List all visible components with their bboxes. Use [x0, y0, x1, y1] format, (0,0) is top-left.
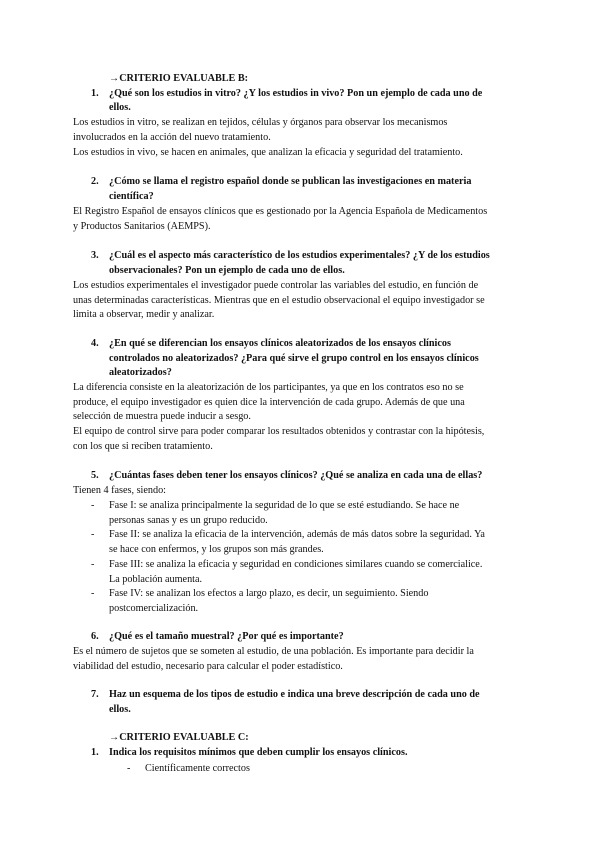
q1-number: 1. — [91, 88, 99, 99]
criterio-b-heading: →CRITERIO EVALUABLE B: — [109, 73, 249, 84]
q4-answer-line: produce, el equipo investigador es quien dice la intervención de cada grupo. Además de que una — [73, 397, 465, 408]
list-dash: - — [91, 529, 95, 540]
q7-number: 7. — [91, 689, 99, 700]
q4-answer-line: selección de muestra puede inducir a sesgo. — [73, 411, 251, 422]
phase-2-item: Fase II: se analiza la eficacia de la intervención, además de más datos sobre la seguridad. Ya — [109, 529, 485, 540]
q3-answer-line: Los estudios experimentales el investigador puede controlar las variables del estudio, en función de — [73, 280, 479, 291]
c-q1-number: 1. — [91, 747, 99, 758]
q7-question-cont: ellos. — [109, 704, 131, 715]
q2-question: ¿Cómo se llama el registro español donde se publican las investigaciones en materia — [109, 176, 472, 187]
q4-answer-line: con los que si reciben tratamiento. — [73, 441, 213, 452]
phase-3-item-cont: La población aumenta. — [109, 574, 203, 585]
phase-4-item-cont: postcomercialización. — [109, 603, 199, 614]
list-dash: - — [127, 763, 131, 774]
q2-number: 2. — [91, 176, 99, 187]
phase-1-item-cont: personas sanas y es un grupo reducido. — [109, 515, 268, 526]
q7-question: Haz un esquema de los tipos de estudio e indica una breve descripción de cada uno de — [109, 689, 480, 700]
q6-answer-line: Es el número de sujetos que se someten al estudio, de una población. Es importante para decidir la — [73, 646, 474, 657]
q4-question-cont: aleatorizados? — [109, 367, 172, 378]
q5-question: ¿Cuántas fases deben tener los ensayos clínicos? ¿Qué se analiza en cada una de ellas? — [109, 470, 483, 481]
q4-question: ¿En qué se diferencian los ensayos clínicos aleatorizados de los ensayos clínicos — [109, 338, 451, 349]
q3-question: ¿Cuál es el aspecto más característico de los estudios experimentales? ¿Y de los estudios — [109, 250, 490, 261]
q4-answer-line: El equipo de control sirve para poder comparar los resultados obtenidos y contrastar con la hipótesis, — [73, 426, 485, 437]
q3-question-cont: observacionales? Pon un ejemplo de cada uno de ellos. — [109, 265, 345, 276]
q5-number: 5. — [91, 470, 99, 481]
list-dash: - — [91, 588, 95, 599]
q1-answer-line: involucrados en la acción del nuevo tratamiento. — [73, 132, 271, 143]
q1-question-cont: ellos. — [109, 102, 131, 113]
list-dash: - — [91, 500, 95, 511]
c-q1-question: Indica los requisitos mínimos que deben cumplir los ensayos clínicos. — [109, 747, 408, 758]
q6-number: 6. — [91, 631, 99, 642]
phase-2-item-cont: se hace con enfermos, y los grupos son más grandes. — [109, 544, 324, 555]
requirement-item: Científicamente correctos — [145, 763, 250, 774]
q3-answer-line: limita a observar, medir y analizar. — [73, 309, 215, 320]
q5-intro: Tienen 4 fases, siendo: — [73, 485, 167, 496]
q1-answer-line: Los estudios in vivo, se hacen en animales, que analizan la eficacia y seguridad del tratamiento. — [73, 147, 463, 158]
q3-answer-line: unas determinadas características. Mientras que en el estudio observacional el equipo investigador se — [73, 295, 485, 306]
q6-question: ¿Qué es el tamaño muestral? ¿Por qué es importante? — [109, 631, 344, 642]
phase-4-item: Fase IV: se analizan los efectos a largo plazo, es decir, un seguimiento. Siendo — [109, 588, 429, 599]
q4-question-cont: controlados no aleatorizados? ¿Para qué sirve el grupo control en los ensayos clínicos — [109, 353, 479, 364]
q2-answer-line: El Registro Español de ensayos clínicos que es gestionado por la Agencia Española de Medicamentos — [73, 206, 488, 217]
q4-number: 4. — [91, 338, 99, 349]
phase-3-item: Fase III: se analiza la eficacia y seguridad en condiciones similares cuando se comercialice. — [109, 559, 483, 570]
list-dash: - — [91, 559, 95, 570]
q2-answer-line: y Productos Sanitarios (AEMPS). — [73, 221, 211, 232]
q4-answer-line: La diferencia consiste en la aleatorización de los participantes, ya que en los contratos eso no se — [73, 382, 464, 393]
q2-question-cont: científica? — [109, 191, 154, 202]
q3-number: 3. — [91, 250, 99, 261]
q1-answer-line: Los estudios in vitro, se realizan en tejidos, células y órganos para observar los mecanismos — [73, 117, 448, 128]
phase-1-item: Fase I: se analiza principalmente la seguridad de lo que se esté estudiando. Se hace ne — [109, 500, 460, 511]
q1-question: ¿Qué son los estudios in vitro? ¿Y los estudios in vivo? Pon un ejemplo de cada uno de — [109, 88, 483, 99]
q6-answer-line: viabilidad del estudio, necesario para calcular el poder estadístico. — [73, 661, 343, 672]
criterio-c-heading: →CRITERIO EVALUABLE C: — [109, 732, 249, 743]
